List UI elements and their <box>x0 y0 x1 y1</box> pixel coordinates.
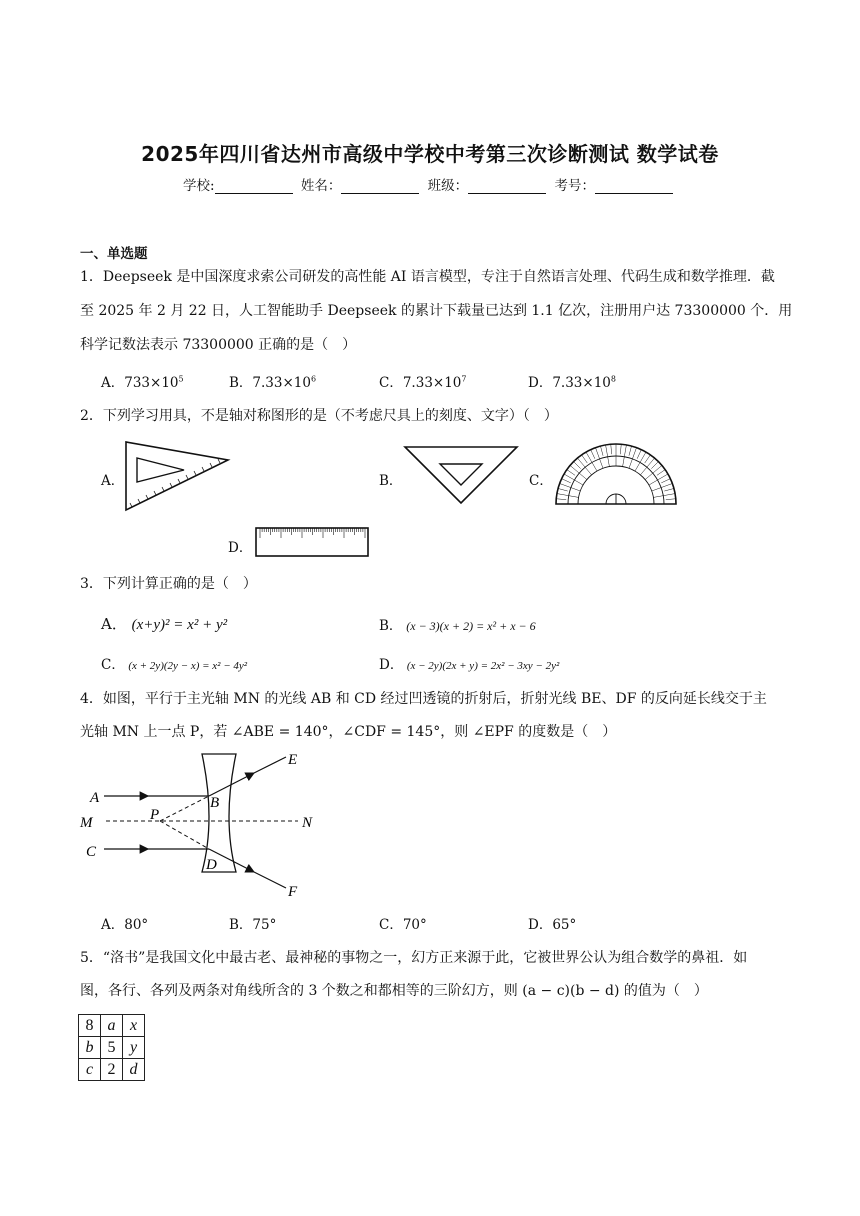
option-base: 7.33×10 <box>252 375 311 391</box>
grid-cell: c <box>79 1059 101 1081</box>
protractor-tick <box>629 446 632 456</box>
protractor-figure <box>552 436 680 508</box>
protractor-tick <box>620 444 621 454</box>
q1-line2: 至 2025 年 2 月 22 日，人工智能助手 Deepseek 的累计下载量已达到 1.1 亿次，注册用户达 73300000 个．用 <box>80 303 793 319</box>
magic-square-grid <box>78 1014 145 1081</box>
protractor-tick <box>651 462 658 469</box>
label-b: B <box>210 795 220 811</box>
option-letter: D． <box>528 917 553 933</box>
option-letter: C． <box>379 917 403 933</box>
protractor-tick <box>653 494 675 498</box>
q4-line1: 4．如图，平行于主光轴 MN 的光线 AB 和 CD 经过凹透镜的折射后，折射光线 BE、DF 的反向延长线交于主 <box>80 691 767 707</box>
protractor-tick <box>562 479 571 483</box>
label-p: P <box>150 807 160 823</box>
option-exponent: 6 <box>310 374 317 384</box>
option-exponent: 8 <box>610 374 616 384</box>
q1-option-a[interactable] <box>101 371 184 391</box>
option-value: 80° <box>124 917 149 933</box>
label-n: N <box>302 815 313 831</box>
option-letter: B． <box>229 375 253 391</box>
protractor-tick <box>611 444 612 454</box>
q4-option-d[interactable] <box>528 913 576 933</box>
q5-line1: 5．“洛书”是我国文化中最古老、最神秘的事物之一，幻方正来源于此，它被世界公认为组合数学的鼻祖．如 <box>80 950 748 966</box>
set-square-figure <box>122 440 232 514</box>
protractor-tick <box>564 474 583 485</box>
option-letter: A． <box>101 917 125 933</box>
option-letter: B． <box>379 618 403 634</box>
q4-option-b[interactable] <box>229 913 276 933</box>
protractor-tick <box>649 474 668 485</box>
grid-cell: 5 <box>101 1037 123 1059</box>
protractor-tick <box>666 499 676 500</box>
q2-text: 2．下列学习用具，不是轴对称图形的是（不考虑尺具上的刻度、文字）（ ） <box>80 408 558 424</box>
label-a: A <box>90 790 100 806</box>
option-letter: D． <box>528 375 553 391</box>
q2-label-a[interactable]: A． <box>101 473 125 489</box>
label-m: M <box>80 815 93 831</box>
q1-line3: 科学记数法表示 73300000 正确的是（ ） <box>80 337 357 353</box>
protractor-tick <box>637 450 641 459</box>
option-expression: (x+y)² = x² + y² <box>131 617 228 633</box>
grid-cell: y <box>123 1037 145 1059</box>
protractor-tick <box>657 470 665 476</box>
option-base: 7.33×10 <box>402 375 462 391</box>
grid-cell: 2 <box>101 1059 123 1081</box>
school-label: 学校: <box>183 178 215 194</box>
q4-option-a[interactable] <box>101 913 148 933</box>
q4-option-c[interactable] <box>379 913 427 933</box>
q3-option-b[interactable] <box>379 614 536 634</box>
option-letter: B． <box>229 917 253 933</box>
protractor-tick <box>591 450 595 459</box>
q5-line2: 图，各行、各列及两条对角线所含的 3 个数之和都相等的三阶幻方，则 (a − c)(b − d) 的值为（ ） <box>80 983 708 999</box>
protractor-tick <box>558 488 568 491</box>
option-expression: (x − 3)(x + 2) = x² + x − 6 <box>406 619 536 633</box>
q1-line1: 1．Deepseek 是中国深度求索公司研发的高性能 AI 语言模型，专注于自然语言处理、代码生成和数学推理．截 <box>80 269 775 285</box>
grid-cell: x <box>123 1015 145 1037</box>
class-label: 班级： <box>427 178 469 194</box>
triangle-ruler-figure <box>402 444 520 506</box>
q1-option-b[interactable] <box>229 371 316 391</box>
option-base: 733×10 <box>124 375 179 391</box>
school-blank[interactable] <box>215 179 293 194</box>
label-d: D <box>206 857 217 873</box>
q3-option-c[interactable] <box>101 653 247 673</box>
option-letter: D． <box>379 657 404 673</box>
protractor-tick <box>606 445 610 467</box>
grid-cell: b <box>79 1037 101 1059</box>
option-exponent: 5 <box>178 374 184 384</box>
option-expression: (x − 2y)(2x + y) = 2x² − 3xy − 2y² <box>406 660 560 672</box>
option-value: 75° <box>252 917 277 933</box>
protractor-tick <box>567 470 575 476</box>
q3-text: 3．下列计算正确的是（ ） <box>80 576 257 592</box>
class-blank[interactable] <box>468 179 546 194</box>
exam-number-label: 考号： <box>554 178 595 194</box>
option-letter: A． <box>101 375 125 391</box>
grid-cell: d <box>123 1059 145 1081</box>
q1-option-c[interactable] <box>379 371 467 391</box>
page-title: 2025年四川省达州市高级中学校中考第三次诊断测试 数学试卷 <box>141 142 719 166</box>
concave-lens-diagram <box>76 744 336 900</box>
protractor-tick <box>557 494 579 498</box>
protractor-tick <box>600 446 603 456</box>
q1-option-d[interactable] <box>528 371 616 391</box>
option-exponent: 7 <box>461 374 467 384</box>
protractor-tick <box>556 499 566 500</box>
option-base: 7.33×10 <box>552 375 611 391</box>
name-blank[interactable] <box>341 179 419 194</box>
q3-option-d[interactable] <box>379 653 559 673</box>
protractor-tick <box>664 488 674 491</box>
label-c: C <box>86 844 97 860</box>
option-value: 70° <box>402 917 427 933</box>
exam-number-blank[interactable] <box>595 179 673 194</box>
label-e: E <box>288 752 298 768</box>
q2-label-b[interactable]: B． <box>379 473 403 489</box>
option-expression: (x + 2y)(2y − x) = x² − 4y² <box>128 660 248 672</box>
grid-cell: 8 <box>79 1015 101 1037</box>
q2-label-c[interactable]: C． <box>529 473 553 489</box>
option-letter: C． <box>101 657 125 673</box>
option-letter: A． <box>101 615 127 633</box>
grid-cell: a <box>101 1015 123 1037</box>
q4-line2: 光轴 MN 上一点 P，若 ∠ABE = 140°，∠CDF = 145°，则 ∠EPF 的度数是（ ） <box>80 724 617 740</box>
protractor-tick <box>661 479 670 483</box>
option-letter: C． <box>379 375 403 391</box>
q2-label-d[interactable]: D． <box>228 540 253 556</box>
student-info-line <box>0 174 860 194</box>
section-heading: 一、单选题 <box>80 246 148 262</box>
protractor-tick <box>586 452 597 471</box>
protractor-tick <box>635 452 646 471</box>
q3-option-a[interactable] <box>101 613 227 634</box>
label-f: F <box>288 884 298 900</box>
protractor-tick <box>645 455 651 463</box>
name-label: 姓名： <box>300 178 342 194</box>
protractor-tick <box>574 462 581 469</box>
protractor-tick <box>623 445 627 467</box>
protractor-tick <box>582 455 588 463</box>
ruler-figure <box>254 526 372 560</box>
option-value: 65° <box>552 917 577 933</box>
